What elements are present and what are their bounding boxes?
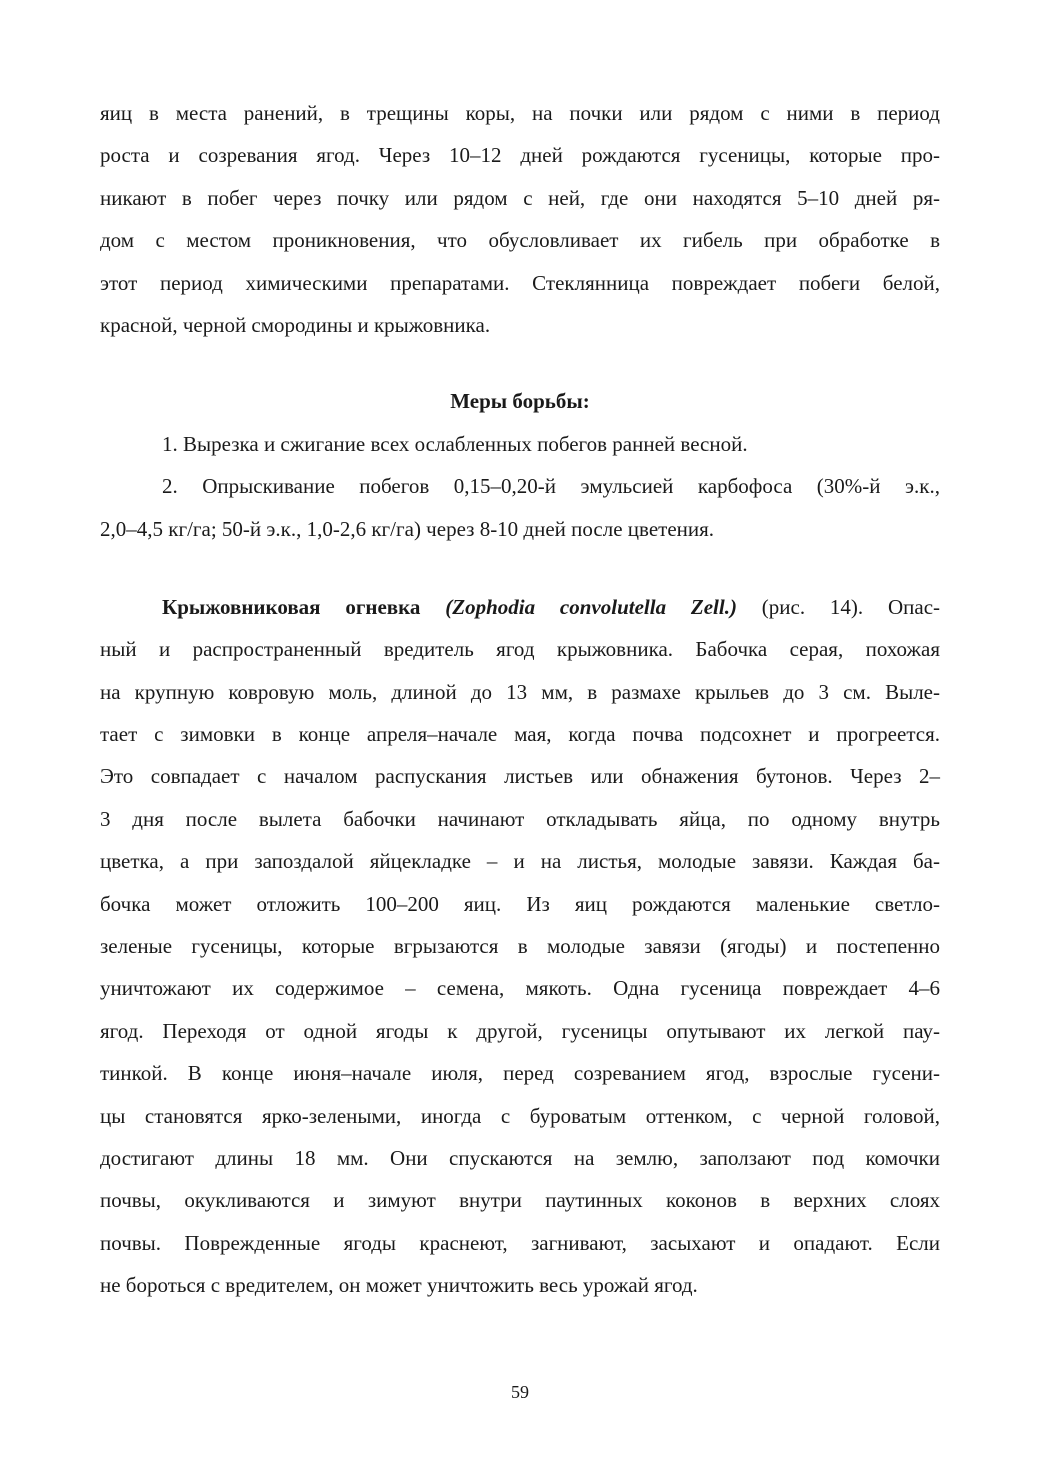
- pest-latin-name: (Zophodia convolutella Zell.): [445, 594, 737, 619]
- paragraph-title-line: [100, 586, 940, 628]
- page-number: 59: [511, 1382, 529, 1402]
- control-measures-section: [100, 380, 940, 550]
- measure-item-2-line-2: 2,0–4,5 кг/га; 50-й э.к., 1,0-2,6 кг/га) через 8-10 дней после цветения.: [100, 516, 715, 541]
- text-line: ный и распространенный вредитель ягод крыжовника. Бабочка серая, похожая: [100, 637, 940, 662]
- text-line: 3 дня после вылета бабочки начинают откладывать яйца, по одному внутрь: [100, 806, 940, 831]
- pest-name: Крыжовниковая огневка: [162, 594, 421, 619]
- page-body: [100, 92, 940, 1307]
- section-heading: Меры борьбы:: [450, 389, 590, 414]
- text-line: тинкой. В конце июня–начале июля, перед созреванием ягод, взрослые гусени-: [100, 1061, 940, 1086]
- text-line: зеленые гусеницы, которые вгрызаются в молодые завязи (ягоды) и постепенно: [100, 934, 940, 959]
- text-line: никают в побег через почку или рядом с ней, где они находятся 5–10 дней ря-: [100, 185, 940, 210]
- text-line: тает с зимовки в конце апреля–начале мая, когда почва подсохнет и прогреется.: [100, 722, 940, 747]
- text-line: яиц в места ранений, в трещины коры, на почки или рядом с ними в период: [100, 101, 940, 125]
- figure-reference: (рис. 14). Опас-: [736, 594, 941, 619]
- text-line: этот период химическими препаратами. Стеклянница повреждает побеги белой,: [100, 270, 940, 295]
- text-line: не бороться с вредителем, он может уничтожить весь урожай ягод.: [100, 1273, 698, 1298]
- text-line: дом с местом проникновения, что обусловливает их гибель при обработке в: [100, 228, 940, 253]
- measure-item-1: 1. Вырезка и сжигание всех ослабленных побегов ранней весной.: [162, 431, 748, 456]
- text-line: цы становятся ярко-зелеными, иногда с буроватым оттенком, с черной головой,: [100, 1103, 940, 1128]
- paragraph-stekliannitsa: [100, 92, 940, 346]
- text-line: на крупную ковровую моль, длиной до 13 мм, в размахе крыльев до 3 см. Выле-: [100, 679, 940, 704]
- text-line: красной, черной смородины и крыжовника.: [100, 312, 491, 337]
- text-line: Это совпадает с началом распускания листьев или обнажения бутонов. Через 2–: [100, 764, 940, 789]
- measure-item-2-line-1: 2. Опрыскивание побегов 0,15–0,20-й эмульсией карбофоса (30%-й э.к.,: [162, 474, 940, 499]
- text-line: уничтожают их содержимое – семена, мякоть. Одна гусеница повреждает 4–6: [100, 976, 940, 1001]
- text-line: цветка, а при запоздалой яйцекладке – и на листья, молодые завязи. Каждая ба-: [100, 849, 940, 874]
- paragraph-ognevka: [100, 586, 940, 1307]
- text-line: роста и созревания ягод. Через 10–12 дней рождаются гусеницы, которые про-: [100, 143, 940, 168]
- text-line: бочка может отложить 100–200 яиц. Из яиц рождаются маленькие светло-: [100, 891, 940, 916]
- text-line: почвы. Поврежденные ягоды краснеют, загнивают, засыхают и опадают. Если: [100, 1230, 940, 1255]
- text-line: почвы, окукливаются и зимуют внутри паутинных коконов в верхних слоях: [100, 1188, 940, 1213]
- text-line: ягод. Переходя от одной ягоды к другой, гусеницы опутывают их легкой пау-: [100, 1018, 940, 1043]
- text-line: достигают длины 18 мм. Они спускаются на землю, заползают под комочки: [100, 1145, 940, 1170]
